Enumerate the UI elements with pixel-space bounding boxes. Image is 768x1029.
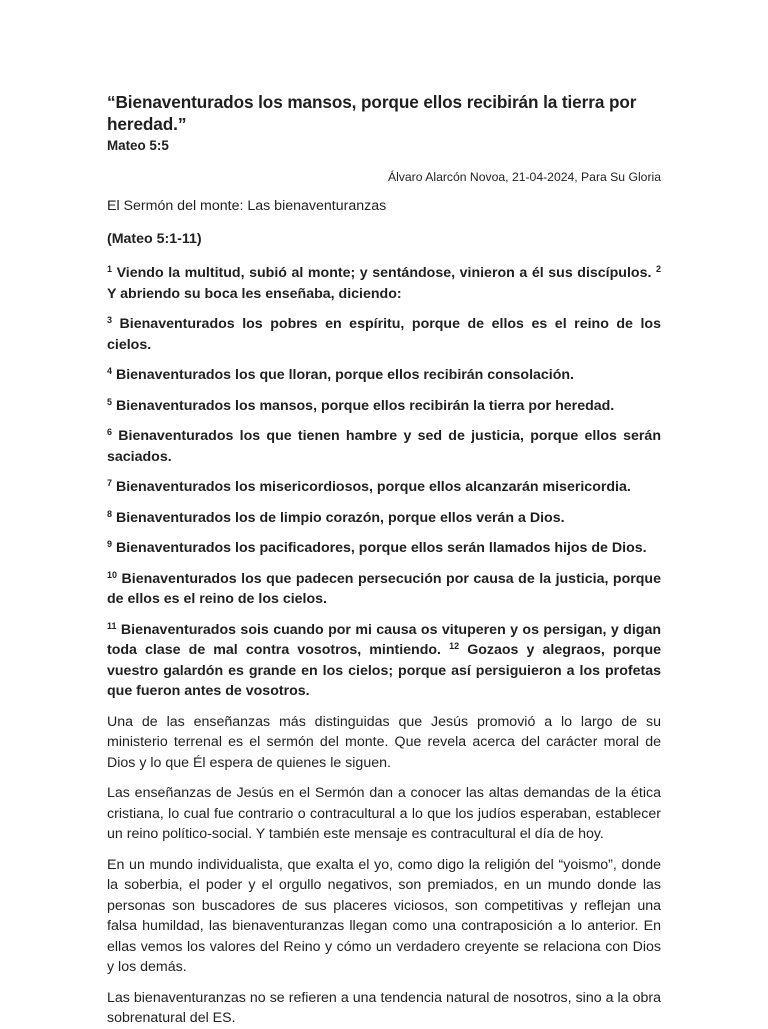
- body-paragraph: Una de las enseñanzas más distinguidas que Jesús promovió a lo largo de su ministerio terrenal es el sermón del monte. Que revela acerca del carácter moral de Dios y lo que Él espera de quienes le siguen.: [107, 713, 661, 771]
- verse-number: 7: [107, 478, 113, 488]
- verse-10: [107, 569, 661, 610]
- title-reference: Mateo 5:5: [107, 138, 169, 153]
- verse-number: 3: [107, 315, 113, 325]
- verses-block: [107, 263, 661, 702]
- body-paragraph: Las enseñanzas de Jesús en el Sermón dan a conocer las altas demandas de la ética cristiana, lo cual fue contrario o contracultural a lo que los judíos esperaban, establecer un reino político-social. Y también este mensaje es contracultural el día de hoy.: [107, 785, 661, 842]
- verse-8: [107, 508, 661, 529]
- document-page: [107, 91, 661, 1029]
- verse-text: Bienaventurados los que lloran, porque ellos recibirán consolación.: [112, 367, 575, 383]
- verse-7: [107, 477, 661, 498]
- verse-text: Bienaventurados sois cuando por mi causa os vituperen y os persigan, y digan toda clase de mal contra vosotros, mintiendo.: [107, 621, 661, 658]
- verse-5: [107, 396, 661, 417]
- section-heading: El Sermón del monte: Las bienaventuranzas: [107, 198, 387, 214]
- verse-number: 8: [107, 508, 113, 519]
- verse-text: Bienaventurados los mansos, porque ellos recibirán la tierra por heredad.: [112, 397, 615, 414]
- body-paragraph: Las bienaventuranzas no se refieren a una tendencia natural de nosotros, sino a la obra sobrenatural del ES.: [107, 989, 661, 1026]
- verse-text: Gozaos y alegraos, porque vuestro galardón es grande en los cielos; porque así persiguieron a los profetas que fueron antes de vosotros.: [107, 642, 661, 699]
- verse-text: Bienaventurados los misericordiosos, porque ellos alcanzarán misericordia.: [112, 479, 631, 495]
- verse-text: Bienaventurados los de limpio corazón, porque ellos verán a Dios.: [112, 509, 565, 526]
- verse-number: 5: [107, 396, 113, 407]
- verse-text: Y abriendo su boca les enseñaba, diciendo:: [107, 285, 402, 302]
- verse-number: 11: [107, 620, 117, 631]
- verse-text: Bienaventurados los pacificadores, porque ellos serán llamados hijos de Dios.: [112, 540, 647, 556]
- verse-11-12: [107, 620, 661, 702]
- verse-text: Viendo la multitud, subió al monte; y sentándose, vinieron a él sus discípulos.: [112, 265, 656, 281]
- verse-1-2: [107, 263, 661, 304]
- verse-text: Bienaventurados los pobres en espíritu, porque de ellos es el reino de los cielos.: [107, 316, 661, 353]
- verse-text: Bienaventurados los que tienen hambre y sed de justicia, porque ellos serán saciados.: [107, 428, 661, 465]
- verse-4: [107, 365, 661, 386]
- verse-number: 2: [655, 264, 661, 274]
- verse-9: [107, 538, 661, 559]
- verse-number: 6: [107, 427, 113, 437]
- verse-number: 10: [107, 569, 118, 580]
- verse-number: 12: [449, 641, 460, 651]
- verse-number: 9: [107, 539, 113, 549]
- verse-number: 1: [107, 264, 113, 274]
- verse-3: [107, 314, 661, 355]
- author-byline: Álvaro Alarcón Novoa, 21-04-2024, Para Su Gloria: [387, 170, 661, 184]
- verse-text: Bienaventurados los que padecen persecución por causa de la justicia, porque de ellos es el reino de los cielos.: [107, 570, 661, 607]
- verse-6: [107, 426, 661, 467]
- verse-number: 4: [107, 366, 113, 376]
- passage-reference: (Mateo 5:1-11): [107, 231, 202, 247]
- body-paragraph: En un mundo individualista, que exalta el yo, como digo la religión del “yoismo”, donde la soberbia, el poder y el orgullo negativos, son premiados, en un mundo donde las personas son buscadores de sus placeres viciosos, son competitivas y reflejan una falsa humildad, las bienaventuranzas llegan como una contraposición a lo anterior. En ellas vemos los valores del Reino y cómo un verdadero creyente se relaciona con Dios y los demás.: [107, 856, 661, 975]
- document-title: “Bienaventurados los mansos, porque ellos recibirán la tierra por heredad.”: [107, 92, 637, 134]
